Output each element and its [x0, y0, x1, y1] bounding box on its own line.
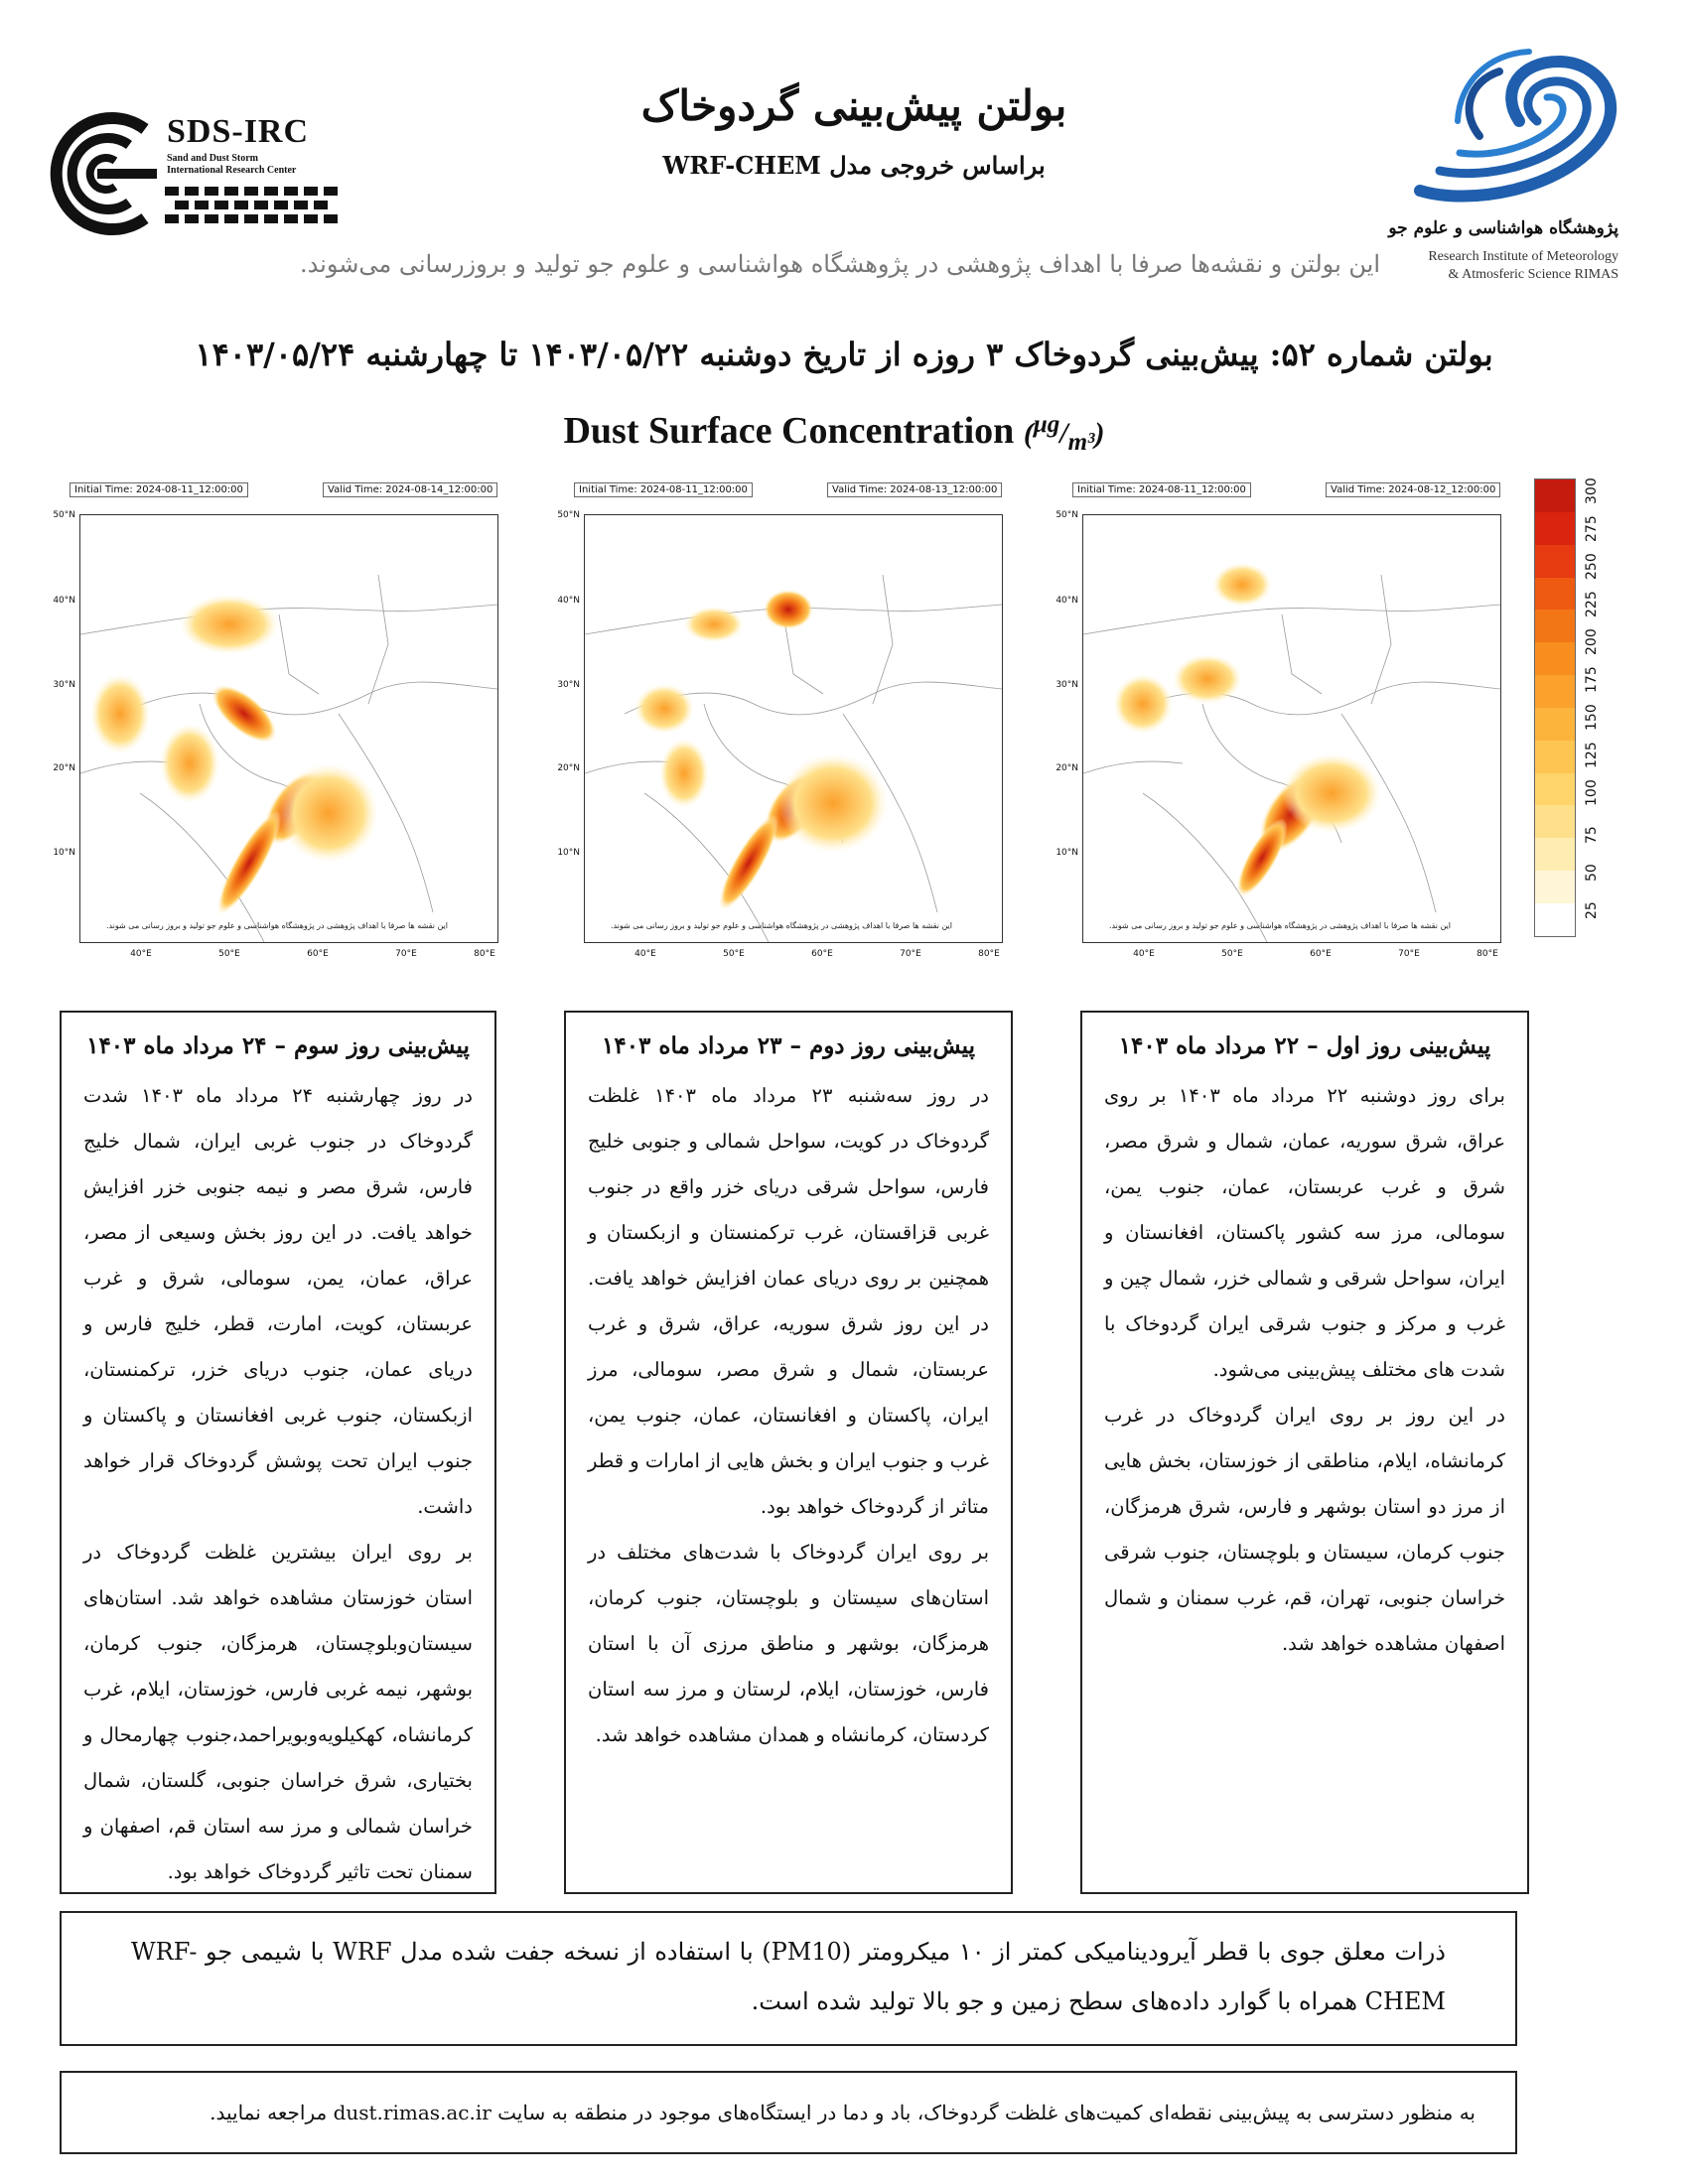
dust-map-image: [1083, 515, 1500, 942]
colorbar-cell: [1535, 642, 1575, 675]
lat-label: 30°N: [557, 680, 580, 690]
lon-label: 60°E: [811, 949, 833, 959]
lon-label: 40°E: [1133, 949, 1155, 959]
colorbar-cell: [1535, 512, 1575, 545]
sds-irc-subtitle-line2: International Research Center: [167, 165, 297, 176]
colorbar-label: 200: [1584, 628, 1600, 655]
forecast-map-day2: [544, 478, 1011, 975]
concentration-colorbar: [1534, 478, 1623, 945]
bulletin-disclaimer: این بولتن و نقشه‌ها صرفا با اهداف پژوهشی در پژوهشگاه هواشناسی و علوم جو تولید و بروزرسانی می‌شوند.: [299, 250, 1380, 278]
map-initial-time: Initial Time: 2024-08-11_12:00:00: [70, 482, 248, 497]
maps-title: [457, 409, 1211, 457]
day-text: [83, 1073, 473, 1895]
map-plot-area: [584, 514, 1003, 943]
day-title: پیش‌بینی روز اول – ۲۲ مرداد ماه ۱۴۰۳: [1118, 1032, 1491, 1059]
map-valid-time: Valid Time: 2024-08-12_12:00:00: [1326, 482, 1500, 497]
map-plot-area: [79, 514, 498, 943]
map-watermark-note: این نقشه ها صرفا با اهداف پژوهشی در پژوهشگاه هواشناسی و علوم جو تولید و بروز رسانی می شوند.: [1108, 921, 1451, 930]
day-paragraph: بر روی ایران بیشترین غلظت گردوخاک در استان خوزستان مشاهده خواهد شد. استان‌های سیستان‌وبلوچستان، هرمزگان، جنوب کرمان، بوشهر، نیمه غربی فارس، خوزستان، ایلام، غرب کرمانشاه، کهکیلویه‌وبویراحمد،جنوب چهارمحال و بختیاری، شرق خراسان جنوبی، گلستان، شمال خراسان شمالی و مرز سه استان قم، اصفهان و سمنان تحت تاثیر گردوخاک خواهد بود.: [83, 1541, 473, 1883]
map-watermark-note: این نقشه ها صرفا با اهداف پژوهشی در پژوهشگاه هواشناسی و علوم جو تولید و بروز رسانی می شوند.: [105, 921, 448, 930]
forecast-map-day3: [40, 478, 506, 975]
rimas-swirl-icon: [1380, 42, 1628, 215]
colorbar-label: 25: [1584, 901, 1600, 919]
lon-label: 50°E: [218, 949, 240, 959]
lat-label: 50°N: [53, 510, 75, 520]
day-paragraph: در این روز بر روی ایران گردوخاک در غرب کرمانشاه، ایلام، مناطقی از خوزستان، بخش هایی از مرز دو استان بوشهر و فارس، شرق هرمزگان، جنوب کرمان، سیستان و بلوچستان، جنوب شرقی خراسان جنوبی، تهران، قم، غرب سمنان و شمال اصفهان مشاهده خواهد شد.: [1104, 1404, 1505, 1655]
colorbar-cell: [1535, 773, 1575, 806]
day-text: [1104, 1073, 1505, 1667]
unit-denominator: m³: [1067, 429, 1095, 456]
bulletin-number-title: بولتن شماره ۵۲: پیش‌بینی گردوخاک ۳ روزه از تاریخ دوشنبه ۱۴۰۳/۰۵/۲۲ تا چهارشنبه ۱۴۰۳/۰۵/۲۴: [195, 336, 1493, 373]
dust-map-image: [80, 515, 497, 942]
sds-irc-emblem-icon: [38, 111, 157, 240]
rimas-fa-name: پژوهشگاه هواشناسی و علوم جو: [1388, 218, 1618, 238]
lat-label: 10°N: [1055, 848, 1078, 858]
colorbar-label: 225: [1584, 591, 1600, 617]
rimas-en-line2: & Atmosferic Science RIMAS: [1448, 267, 1618, 282]
lat-label: 10°N: [53, 848, 75, 858]
maps-title-unit: $(^{\mu g}/_{m^3})$: [1023, 411, 1105, 456]
lon-label: 50°E: [1221, 949, 1243, 959]
colorbar-label: 50: [1584, 864, 1600, 882]
day-text: [588, 1073, 989, 1758]
day-paragraph: در روز چهارشنبه ۲۴ مرداد ماه ۱۴۰۳ شدت گردوخاک در جنوب غربی ایران، شمال خلیج فارس، شرق مصر و نیمه جنوبی خزر افزایش خواهد یافت. در این روز بخش وسیعی از مصر، عراق، عمان، یمن، سومالی، شرق و غرب عربستان، کویت، امارت، قطر، خلیج فارس و دریای عمان، جنوب دریای خزر، ترکمنستان، ازبکستان، جنوب غربی افغانستان و پاکستان و جنوب ایران تحت پوشش گردوخاک قرار خواهد داشت.: [83, 1084, 473, 1518]
lat-label: 50°N: [557, 510, 580, 520]
forecast-map-day1: [1043, 478, 1509, 975]
colorbar-cell: [1535, 708, 1575, 741]
maps-title-text: Dust Surface Concentration: [563, 410, 1015, 452]
map-watermark-note: این نقشه ها صرفا با اهداف پژوهشی در پژوهشگاه هواشناسی و علوم جو تولید و بروز رسانی می شوند.: [610, 921, 952, 930]
lon-label: 80°E: [474, 949, 495, 959]
lat-label: 40°N: [557, 596, 580, 606]
forecast-box-day1: [1080, 1011, 1529, 1894]
lon-label: 80°E: [1477, 949, 1498, 959]
colorbar-label: 275: [1584, 515, 1600, 542]
map-initial-time: Initial Time: 2024-08-11_12:00:00: [1072, 482, 1251, 497]
forecast-box-day3: [60, 1011, 496, 1894]
lon-label: 80°E: [978, 949, 1000, 959]
lon-label: 60°E: [1310, 949, 1332, 959]
colorbar-cell: [1535, 903, 1575, 936]
lat-label: 40°N: [53, 596, 75, 606]
unit-numerator: μg: [1033, 411, 1060, 438]
lon-label: 40°E: [634, 949, 656, 959]
sds-irc-logo: [38, 111, 346, 240]
colorbar-label: 75: [1584, 826, 1600, 844]
colorbar-strip: [1534, 478, 1576, 937]
colorbar-label: 125: [1584, 742, 1600, 768]
colorbar-label: 300: [1584, 478, 1600, 504]
forecast-box-day2: [564, 1011, 1013, 1894]
dust-map-image: [585, 515, 1002, 942]
day-paragraph: بر روی ایران گردوخاک با شدت‌های مختلف در استان‌های سیستان و بلوچستان، جنوب کرمان، هرمزگان، بوشهر و مناطق مرزی آن با استان فارس، خوزستان، ایلام، لرستان و مرز سه استان کردستان، کرمانشاه و همدان مشاهده خواهد شد.: [588, 1541, 989, 1746]
lat-label: 10°N: [557, 848, 580, 858]
bulletin-subtitle: براساس خروجی مدل WRF-CHEM: [662, 151, 1046, 180]
lat-label: 20°N: [557, 763, 580, 773]
lon-label: 60°E: [307, 949, 329, 959]
sds-irc-name: SDS-IRC: [167, 113, 310, 150]
map-plot-area: [1082, 514, 1501, 943]
colorbar-cell: [1535, 838, 1575, 871]
lon-label: 70°E: [900, 949, 921, 959]
lat-label: 20°N: [1055, 763, 1078, 773]
colorbar-label: 100: [1584, 779, 1600, 806]
colorbar-cell: [1535, 479, 1575, 512]
map-valid-time: Valid Time: 2024-08-14_12:00:00: [323, 482, 497, 497]
website-note-box: به منظور دسترسی به پیش‌بینی نقطه‌ای کمیت‌های غلظت گردوخاک، باد و دما در ایستگاه‌های موجود در منطقه به سایت dust.rimas.ac.ir مراجعه نمایید.: [60, 2071, 1517, 2154]
bulletin-main-title: بولتن پیش‌بینی گردوخاک: [640, 81, 1067, 130]
map-initial-time: Initial Time: 2024-08-11_12:00:00: [574, 482, 753, 497]
lat-label: 50°N: [1055, 510, 1078, 520]
colorbar-cell: [1535, 675, 1575, 708]
sds-irc-subtitle: [167, 153, 296, 177]
colorbar-cell: [1535, 545, 1575, 578]
colorbar-label: 175: [1584, 666, 1600, 693]
day-title: پیش‌بینی روز سوم – ۲۴ مرداد ماه ۱۴۰۳: [86, 1032, 470, 1059]
lat-label: 30°N: [53, 680, 75, 690]
colorbar-label: 150: [1584, 704, 1600, 731]
colorbar-cell: [1535, 578, 1575, 611]
colorbar-cell: [1535, 871, 1575, 903]
sds-irc-checker-icon: [165, 187, 344, 234]
colorbar-cell: [1535, 610, 1575, 642]
rimas-en-line1: Research Institute of Meteorology: [1428, 249, 1618, 264]
day-title: پیش‌بینی روز دوم – ۲۳ مرداد ماه ۱۴۰۳: [602, 1032, 975, 1059]
lat-label: 40°N: [1055, 596, 1078, 606]
lat-label: 30°N: [1055, 680, 1078, 690]
colorbar-cell: [1535, 741, 1575, 773]
day-paragraph: برای روز دوشنبه ۲۲ مرداد ماه ۱۴۰۳ بر روی عراق، شرق سوریه، عمان، شمال و شرق مصر، شرق و غرب عربستان، عمان، جنوب یمن، سومالی، مرز سه کشور پاکستان، افغانستان و ایران، سواحل شرقی و شمالی خزر، شمال چین و غرب و مرکز و جنوب شرقی ایران گردوخاک با شدت های مختلف پیش‌بینی می‌شود.: [1104, 1084, 1505, 1381]
lat-label: 20°N: [53, 763, 75, 773]
pm10-note-box: ذرات معلق جوی با قطر آیرودینامیکی کمتر از ۱۰ میکرومتر (PM10) با استفاده از نسخه جفت شده مدل WRF با شیمی جو WRF-CHEM همراه با گوارد داده‌های سطح زمین و جو بالا تولید شده است.: [60, 1911, 1517, 2046]
map-valid-time: Valid Time: 2024-08-13_12:00:00: [827, 482, 1002, 497]
lon-label: 50°E: [723, 949, 745, 959]
lon-label: 40°E: [130, 949, 152, 959]
rimas-en-name: [1428, 248, 1618, 284]
lon-label: 70°E: [1398, 949, 1420, 959]
sds-irc-subtitle-line1: Sand and Dust Storm: [167, 153, 258, 164]
colorbar-label: 250: [1584, 553, 1600, 580]
day-paragraph: در روز سه‌شنبه ۲۳ مرداد ماه ۱۴۰۳ غلظت گردوخاک در کویت، سواحل شمالی و جنوبی خلیج فارس، سواحل شرقی دریای خزر واقع در جنوب غربی قزاقستان، غرب ترکمنستان و ازبکستان و همچنین بر روی دریای عمان افزایش خواهد یافت. در این روز شرق سوریه، عراق، شرق و غرب عربستان، شمال و شرق مصر، سومالی، مرز ایران، پاکستان و افغانستان، عمان، جنوب یمن، غرب و جنوب ایران و بخش هایی از امارات و قطر متاثر از گردوخاک خواهد بود.: [588, 1084, 989, 1518]
lon-label: 70°E: [395, 949, 417, 959]
rimas-logo: [1380, 42, 1628, 290]
colorbar-cell: [1535, 805, 1575, 838]
